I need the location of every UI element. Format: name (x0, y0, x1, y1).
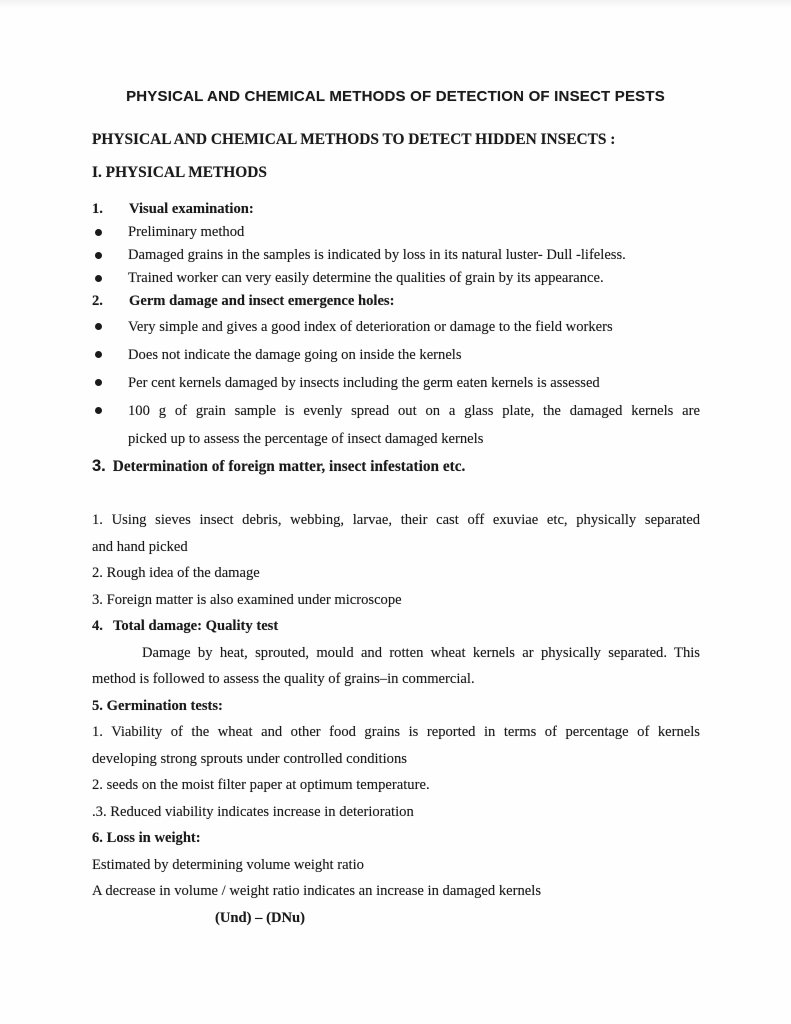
paragraph-line: 3. Foreign matter is also examined under microscope (92, 591, 402, 608)
bullet-icon (92, 244, 128, 267)
item-number: 1. (92, 201, 103, 217)
bullet-icon (92, 313, 128, 341)
paragraph-line: 1. Using sieves insect debris, webbing, larvae, their cast off exuviae etc, physically separated (92, 512, 700, 528)
bullet-item (92, 221, 700, 244)
item-heading: Germ damage and insect emergence holes: (129, 293, 395, 309)
paragraph-line: Estimated by determining volume weight ratio (92, 856, 364, 873)
bullet-text: Trained worker can very easily determine the qualities of grain by its appearance. (128, 270, 604, 286)
numbered-item-2 (92, 290, 700, 313)
bullet-text-line: 100 g of grain sample is evenly spread out on a glass plate, the damaged kernels are (128, 403, 700, 419)
bullet-text: Very simple and gives a good index of deterioration or damage to the field workers (128, 319, 613, 335)
paragraph-line: developing strong sprouts under controlled conditions (92, 750, 407, 767)
bullet-item (92, 267, 700, 290)
section-number: 4. (92, 618, 103, 634)
formula-text: (Und) – (DNu) (215, 909, 305, 926)
bullet-text: Per cent kernels damaged by insects including the germ eaten kernels is assessed (128, 375, 600, 391)
paragraph-line: .3. Reduced viability indicates increase in deterioration (92, 803, 414, 820)
bullet-item (92, 369, 700, 397)
bullet-text-line: picked up to assess the percentage of insect damaged kernels (128, 431, 484, 447)
paragraph-line: Damage by heat, sprouted, mould and rotten wheat kernels ar physically separated. This (142, 644, 700, 661)
section-6-heading: 6. Loss in weight: (92, 830, 201, 846)
bullet-icon (92, 341, 128, 369)
bullet-text (128, 397, 700, 453)
bullet-item (92, 341, 700, 369)
section-3-heading (92, 455, 700, 478)
paragraph-line: 2. Rough idea of the damage (92, 565, 260, 581)
bullet-icon (92, 369, 128, 397)
numbered-item-1 (92, 198, 700, 221)
item-number: 2. (92, 293, 103, 309)
part-heading: I. PHYSICAL METHODS (92, 164, 267, 181)
bullet-icon (92, 267, 128, 290)
paragraph-line: 2. seeds on the moist filter paper at optimum temperature. (92, 777, 430, 793)
bullet-item (92, 397, 700, 453)
bullet-text: Damaged grains in the samples is indicated by loss in its natural luster- Dull -lifeless. (128, 247, 626, 263)
document-title: PHYSICAL AND CHEMICAL METHODS OF DETECTION OF INSECT PESTS (126, 88, 665, 105)
section-heading-text: Total damage: Quality test (112, 618, 279, 634)
bullet-icon (92, 221, 128, 244)
bullet-item (92, 244, 700, 267)
section-4-heading (92, 613, 700, 640)
bullet-text: Does not indicate the damage going on inside the kernels (128, 347, 462, 363)
paragraph-line: 1. Viability of the wheat and other food grains is reported in terms of percentage of kernels (92, 724, 700, 740)
paragraph-line: A decrease in volume / weight ratio indicates an increase in damaged kernels (92, 883, 541, 899)
bullet-text: Preliminary method (128, 224, 245, 240)
text-column (92, 130, 700, 931)
subtitle-heading: PHYSICAL AND CHEMICAL METHODS TO DETECT HIDDEN INSECTS : (92, 131, 616, 148)
section-number: 3. (92, 457, 106, 475)
bullet-icon (92, 397, 128, 453)
paragraph-line: method is followed to assess the quality of grains–in commercial. (92, 671, 475, 687)
section-5-heading: 5. Germination tests: (92, 697, 223, 714)
item-heading: Visual examination: (129, 201, 254, 217)
bullet-item (92, 313, 700, 341)
paragraph-line: and hand picked (92, 538, 188, 555)
section-heading-text: Determination of foreign matter, insect infestation etc. (112, 458, 466, 475)
